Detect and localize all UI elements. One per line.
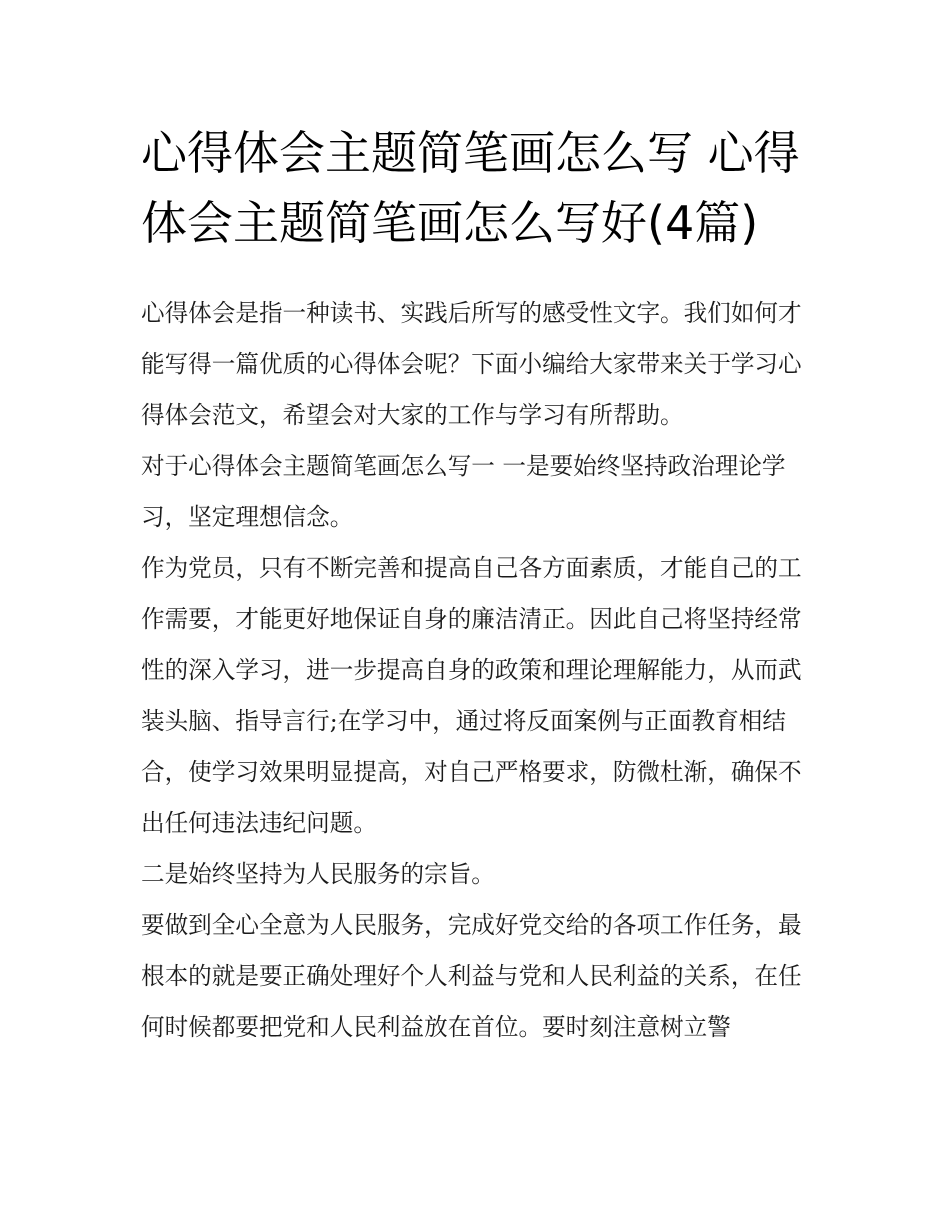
paragraph-point-one: 对于心得体会主题简笔画怎么写一 一是要始终坚持政治理论学习，坚定理想信念。 (141, 452, 786, 531)
paragraph-point-one-detail: 作为党员，只有不断完善和提高自己各方面素质，才能自己的工作需要，才能更好地保证自身的廉洁清正。因此自己将坚持经常性的深入学习，进一步提高自身的政策和理论理解能力，从而武装头脑、指导言行;在学习中，通过将反面案例与正面教育相结合，使学习效果明显提高，对自己严格要求，防微杜渐，确保不出任何违法违纪问题。 (141, 554, 802, 837)
paragraph-intro: 心得体会是指一种读书、实践后所写的感受性文字。我们如何才能写得一篇优质的心得体会呢？下面小编给大家带来关于学习心得体会范文，希望会对大家的工作与学习有所帮助。 (141, 299, 802, 429)
paragraph-point-two-detail: 要做到全心全意为人民服务，完成好党交给的各项工作任务，最根本的就是要正确处理好个人利益与党和人民利益的关系，在任何时候都要把党和人民利益放在首位。要时刻注意树立警 (141, 911, 802, 1041)
document-body (141, 288, 821, 1053)
document-content (141, 118, 821, 1053)
document-title: 心得体会主题简笔画怎么写 心得体会主题简笔画怎么写好(4篇) (141, 126, 800, 250)
paragraph-point-two: 二是始终坚持为人民服务的宗旨。 (141, 860, 495, 888)
